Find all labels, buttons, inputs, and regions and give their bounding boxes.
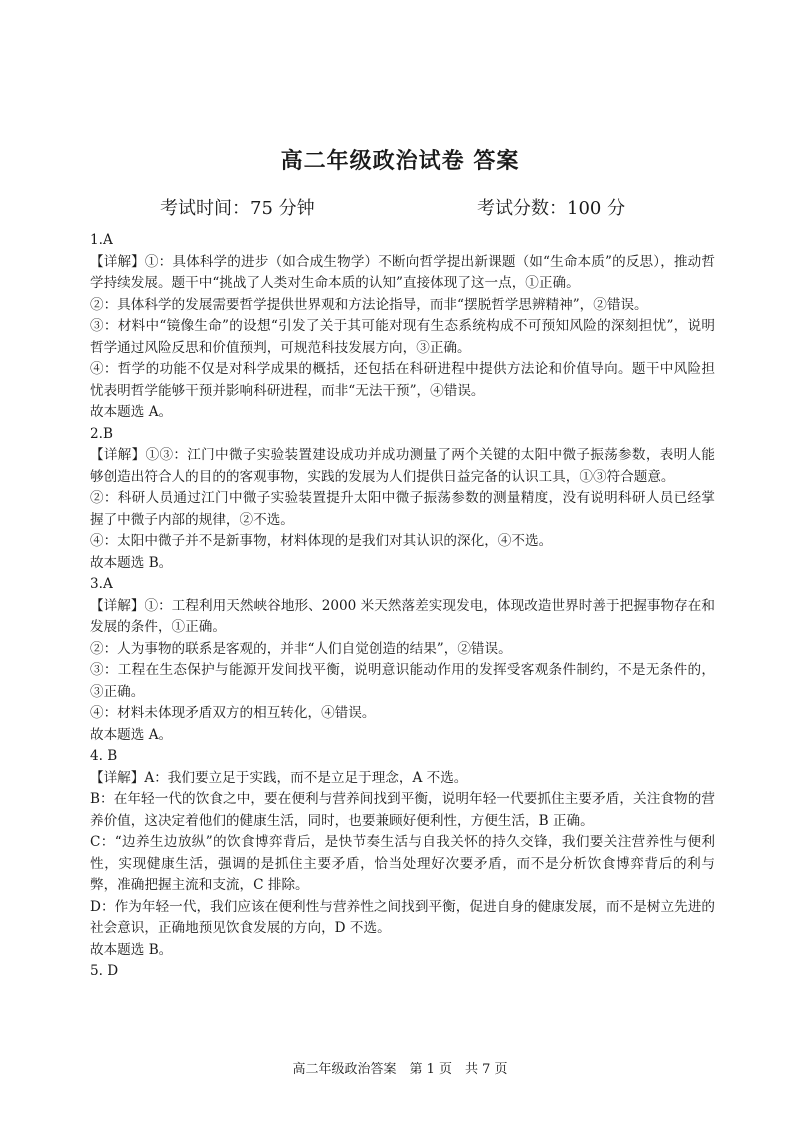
question-number: 3.A: [90, 576, 113, 592]
page-title: 高二年级政治试卷 答案: [280, 148, 520, 174]
answer-conclusion: 故本题选 B。: [90, 941, 173, 958]
explanation-line: ④：材料未体现矛盾双方的相互转化，④错误。: [90, 705, 376, 721]
explanation-line: B：在年轻一代的饮食之中，要在便利与营养间找到平衡，说明年轻一代要抓住主要矛盾，关注食物的营养价值，这决定着他们的健康生活，同时，也要兼顾好便利性，方便生活，B 正确。: [90, 791, 715, 829]
explanation-line: ②：科研人员通过江门中微子实验装置提升太阳中微子振荡参数的测量精度，没有说明科研人员已经掌握了中微子内部的规律，②不选。: [90, 490, 715, 528]
explanation-line: 【详解】①③：江门中微子实验装置建设成功并成功测量了两个关键的太阳中微子振荡参数，表明人能够创造出符合人的目的的客观事物，实践的发展为人们提供日益完备的认识工具，①③符合题意。: [90, 447, 715, 485]
explanation-line: C：“边养生边放纵”的饮食博弈背后，是快节奏生活与自我关怀的持久交锋，我们要关注营养性与便利性，实现健康生活，强调的是抓住主要矛盾，恰当处理好次要矛盾，而不是分析饮食博弈背后的利与弊，准确把握主流和支流，C 排除。: [90, 834, 715, 893]
question-number: 1.A: [90, 232, 113, 248]
question-number: 4. B: [90, 748, 118, 764]
explanation-line: D：作为年轻一代，我们应该在便利性与营养性之间找到平衡，促进自身的健康发展，而不是树立先进的社会意识，正确地预见饮食发展的方向，D 不选。: [90, 898, 715, 936]
exam-time: 考试时间：75 分钟: [160, 198, 315, 219]
answer-conclusion: 故本题选 A。: [90, 726, 173, 743]
explanation-line: 【详解】①：工程利用天然峡谷地形、2000 米天然落差实现发电，体现改造世界时善于把握事物存在和发展的条件，①正确。: [90, 597, 715, 635]
explanation-line: ③：工程在生态保护与能源开发间找平衡，说明意识能动作用的发挥受客观条件制约，不是无条件的，③正确。: [90, 662, 715, 700]
explanation-line: ②：具体科学的发展需要哲学提供世界观和方法论指导，而非“摆脱哲学思辨精神”，②错误。: [90, 296, 648, 313]
explanation-line: ④：太阳中微子并不是新事物，材料体现的是我们对其认识的深化，④不选。: [90, 533, 553, 549]
question-number: 2.B: [90, 425, 113, 442]
page-footer: 高二年级政治答案 第 1 页 共 7 页: [292, 1062, 508, 1077]
explanation-line: ②：人为事物的联系是客观的，并非“人们自觉创造的结果”，②错误。: [90, 640, 512, 657]
explanation-line: 【详解】A：我们要立足于实践，而不是立足于理念，A 不选。: [90, 769, 468, 786]
exam-score: 考试分数：100 分: [477, 198, 626, 219]
explanation-line: ③：材料中“镜像生命”的设想“引发了关于其可能对现有生态系统构成不可预知风险的深刻担忧”，说明哲学通过风险反思和价值预判，可规范科技发展方向，③正确。: [90, 318, 715, 356]
answer-content: [90, 230, 715, 983]
answer-conclusion: 故本题选 A。: [90, 404, 173, 420]
question-number: 5. D: [90, 963, 119, 979]
explanation-line: 【详解】①：具体科学的进步（如合成生物学）不断向哲学提出新课题（如“生命本质”的反思），推动哲学持续发展。题干中“挑战了人类对生命本质的认知”直接体现了这一点，①正确。: [90, 253, 715, 291]
explanation-line: ④：哲学的功能不仅是对科学成果的概括，还包括在科研进程中提供方法论和价值导向。题干中风险担忧表明哲学能够干预并影响科研进程，而非“无法干预”，④错误。: [90, 361, 715, 399]
answer-conclusion: 故本题选 B。: [90, 554, 173, 571]
exam-info: [0, 194, 800, 220]
